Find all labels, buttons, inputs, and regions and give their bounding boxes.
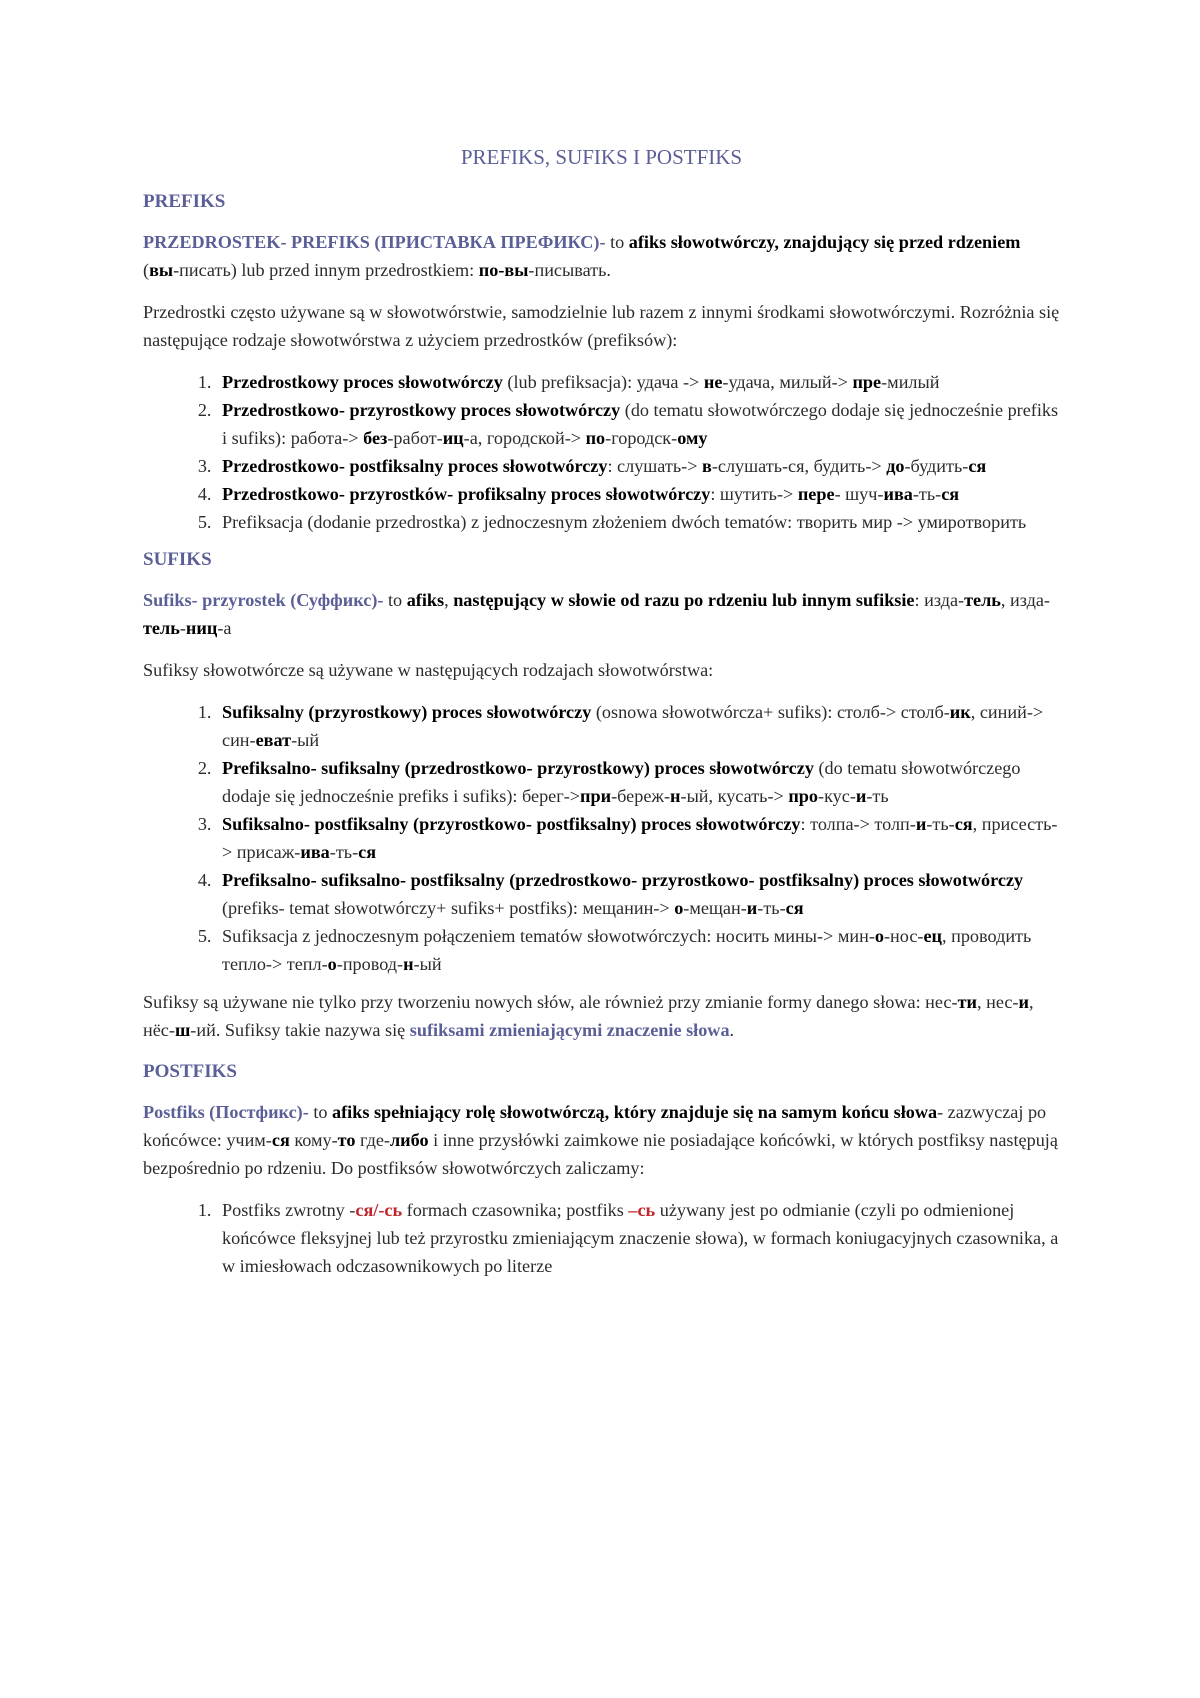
bold-run: вы [149, 260, 174, 280]
bold-run: про [788, 786, 819, 806]
section-heading-postfiks: POSTFIKS [143, 1061, 237, 1082]
bold-run: Sufiksalny (przyrostkowy) proces słowotwórczy [222, 702, 592, 722]
bold-run: afiks [406, 590, 445, 610]
text-run: ( [143, 260, 150, 280]
sufiks-term: Sufiks- przyrostek (Суффикс)- [143, 590, 384, 610]
text-run: -а [217, 618, 232, 638]
text-run: -ый [291, 730, 320, 750]
text-run: : толпа-> толп- [800, 814, 916, 834]
text-run: -удача, милый-> [722, 372, 853, 392]
list-item [216, 452, 1060, 480]
postfiks-definition [143, 1098, 1060, 1182]
text-run: -слушать-ся, будить-> [711, 456, 887, 476]
text-run: , присесть-> присаж- [222, 814, 1058, 862]
text-run: Prefiksacja (dodanie przedrostka) z jednoczesnym złożeniem dwóch tematów: творить мир -> умиротворить [222, 512, 1027, 532]
text-run: - шуч- [834, 484, 884, 504]
text-run: -ть [866, 786, 889, 806]
bold-run: ива [300, 842, 330, 862]
text-run: używany jest po odmianie (czyli po odmienionej końcówce fleksyjnej lub też przyrostku zmieniającym znaczenie słowa), w formach koniugacyjnych czasownika, a w imiesłowach odczasownikowych po literze [222, 1200, 1059, 1276]
text-run: - [179, 618, 186, 638]
bold-run: ниц [185, 618, 218, 638]
bold-run: в [702, 456, 712, 476]
section-heading-prefiks: PREFIKS [143, 191, 226, 212]
bold-run: по [585, 428, 606, 448]
bold-run: не [703, 372, 723, 392]
prefiks-list [143, 368, 1060, 536]
bold-run: иц [442, 428, 464, 448]
text-run: -ый [413, 954, 442, 974]
text-run: -мещан- [683, 898, 747, 918]
text-run: -ть- [912, 484, 942, 504]
text-run: -милый [881, 372, 940, 392]
text-run: (do tematu słowotwórczego dodaje się jednocześnie prefiks i sufiks): работа-> [222, 400, 1059, 448]
text-run: , нёс- [143, 992, 1034, 1040]
text-run: -нос- [883, 926, 924, 946]
text-run: : слушать-> [607, 456, 703, 476]
list-item [216, 866, 1060, 922]
text-run: (lub prefiksacja): удача -> [502, 372, 704, 392]
list-item [216, 1196, 1060, 1280]
bold-run: Przedrostkowo- przyrostkowy proces słowotwórczy [222, 400, 621, 420]
text-run: Sufiksacja z jednoczesnym połączeniem tematów słowotwórczych: носить мины-> мин- [222, 926, 875, 946]
list-item [216, 810, 1060, 866]
text-run: -береж- [611, 786, 671, 806]
bold-run: ся [941, 484, 960, 504]
bold-run: еват [255, 730, 292, 750]
bold-run: ец [923, 926, 943, 946]
text-run: to [308, 1102, 333, 1122]
red-highlight: ся/-сь [355, 1200, 403, 1220]
text-run: -ть- [757, 898, 786, 918]
text-run: to [383, 590, 407, 610]
bold-run: по-вы [478, 260, 529, 280]
bold-run: о [327, 954, 337, 974]
list-item [216, 508, 1060, 536]
bold-run: то [337, 1130, 356, 1150]
bold-run: ся [785, 898, 804, 918]
bold-run: тель [964, 590, 1001, 610]
text-run: -будить- [904, 456, 969, 476]
bold-run: и [1018, 992, 1029, 1012]
bold-run: Przedrostkowo- przyrostków- profiksalny proces słowotwórczy [222, 484, 711, 504]
bold-run: ти [957, 992, 977, 1012]
page-title: PREFIKS, SUFIKS I POSTFIKS [460, 145, 743, 169]
bold-run: Sufiksalno- postfiksalny (przyrostkowo- postfiksalny) proces słowotwórczy [222, 814, 801, 834]
text-run: , [444, 590, 454, 610]
list-item [216, 922, 1060, 978]
text-run: кому- [289, 1130, 338, 1150]
list-item [216, 396, 1060, 452]
bold-run: ш [174, 1020, 191, 1040]
text-run: -провод- [336, 954, 404, 974]
bold-run: н [670, 786, 681, 806]
prefiks-term: PRZEDROSTEK- PREFIKS (ПРИСТАВКА ПРЕФИКС)- [143, 232, 606, 252]
text-run: : изда- [914, 590, 965, 610]
bold-run: ик [949, 702, 971, 722]
text-run: , изда- [1000, 590, 1050, 610]
bold-run: ся [358, 842, 377, 862]
bold-run: afiks spełniający rolę słowotwórczą, który znajduje się na samym końcu słowa [332, 1102, 938, 1122]
bold-run: następujący w słowie od razu po rdzeniu lub innym sufiksie [453, 590, 915, 610]
text-run: Postfiks zwrotny - [222, 1200, 356, 1220]
postfiks-list [143, 1196, 1060, 1280]
bold-run: либо [389, 1130, 429, 1150]
bold-run: и [915, 814, 927, 834]
text-run: где- [355, 1130, 390, 1150]
bold-run: Prefiksalno- sufiksalny (przedrostkowo- przyrostkowy) proces słowotwórczy [222, 758, 814, 778]
text-run: , проводить тепло-> тепл- [222, 926, 1032, 974]
list-item [216, 480, 1060, 508]
text-run: -писывать. [528, 260, 611, 280]
sufiks-definition [143, 586, 1060, 642]
bold-run: тель [143, 618, 180, 638]
bold-run: пере [797, 484, 835, 504]
text-run: (do tematu słowotwórczego dodaje się jednocześnie prefiks i sufiks): берег-> [222, 758, 1021, 806]
prefiks-definition [143, 228, 1060, 284]
bold-run: ива [883, 484, 913, 504]
bold-run: ому [677, 428, 708, 448]
postfiks-term: Postfiks (Постфикс)- [143, 1102, 309, 1122]
bold-run: при [580, 786, 612, 806]
text-run: -а, городской-> [463, 428, 586, 448]
bold-run: о [874, 926, 884, 946]
bold-run: Przedrostkowy proces słowotwórczy [222, 372, 503, 392]
bold-run: ся [271, 1130, 290, 1150]
text-run: -ть- [926, 814, 955, 834]
text-run: , синий-> син- [222, 702, 1044, 750]
text-run: (prefiks- temat słowotwórczy+ sufiks+ postfiks): мещанин-> [222, 898, 675, 918]
bold-run: и [746, 898, 758, 918]
text-run: Sufiksy są używane nie tylko przy tworzeniu nowych słów, ale również przy zmianie formy danego słowa: нес- [143, 992, 958, 1012]
sufiks-note [143, 988, 1060, 1044]
text-run: - zazwyczaj po końcówce: учим- [143, 1102, 1047, 1150]
sufiks-intro: Sufiksy słowotwórcze są używane w następujących rodzajach słowotwórstwa: [143, 660, 714, 680]
text-run: (osnowa słowotwórcza+ sufiks): столб-> столб- [591, 702, 950, 722]
bold-run: ся [968, 456, 987, 476]
bold-run: без [363, 428, 388, 448]
text-run: : шутить-> [710, 484, 798, 504]
bold-run: Przedrostkowo- postfiksalny proces słowotwórczy [222, 456, 608, 476]
prefiks-intro: Przedrostki często używane są w słowotwórstwie, samodzielnie lub razem z innymi środkami słowotwórczymi. Rozróżnia się następujące rodzaje słowotwórstwa z użyciem przedrostków (prefiksów): [143, 302, 1060, 350]
bold-run: до [886, 456, 905, 476]
text-run: -ий. Sufiksy takie nazywa się [190, 1020, 410, 1040]
list-item [216, 698, 1060, 754]
bold-run: о [674, 898, 684, 918]
bold-run: ся [954, 814, 973, 834]
red-highlight: –сь [628, 1200, 656, 1220]
text-run: formach czasownika; postfiks [402, 1200, 629, 1220]
list-item [216, 368, 1060, 396]
bold-run: пре [852, 372, 882, 392]
text-run: -ть- [329, 842, 359, 862]
bold-run: и [855, 786, 867, 806]
bold-run: Prefiksalno- sufiksalno- postfiksalny (przedrostkowo- przyrostkowo- postfiksalny) proces słowotwórczy [222, 870, 1024, 890]
text-run: -ый, кусать-> [680, 786, 789, 806]
section-heading-sufiks: SUFIKS [143, 549, 212, 570]
text-run: -кус- [818, 786, 856, 806]
bold-run: afiks słowotwórczy, znajdujący się przed rdzeniem [628, 232, 1021, 252]
text-run: . [729, 1020, 735, 1040]
highlighted-term: sufiksami zmieniającymi znaczenie słowa [409, 1020, 730, 1040]
text-run: -писать) lub przed innym przedrostkiem: [173, 260, 479, 280]
text-run: , нес- [977, 992, 1019, 1012]
text-run: i inne przysłówki zaimkowe nie posiadające końcówki, w których postfiksy następują bezpośrednio po rdzeniu. Do postfiksów słowotwórczych zaliczamy: [143, 1130, 1058, 1178]
sufiks-list [143, 698, 1060, 978]
text-run: -работ- [387, 428, 443, 448]
bold-run: н [403, 954, 414, 974]
text-run: to [605, 232, 629, 252]
list-item [216, 754, 1060, 810]
text-run: -городск- [605, 428, 678, 448]
